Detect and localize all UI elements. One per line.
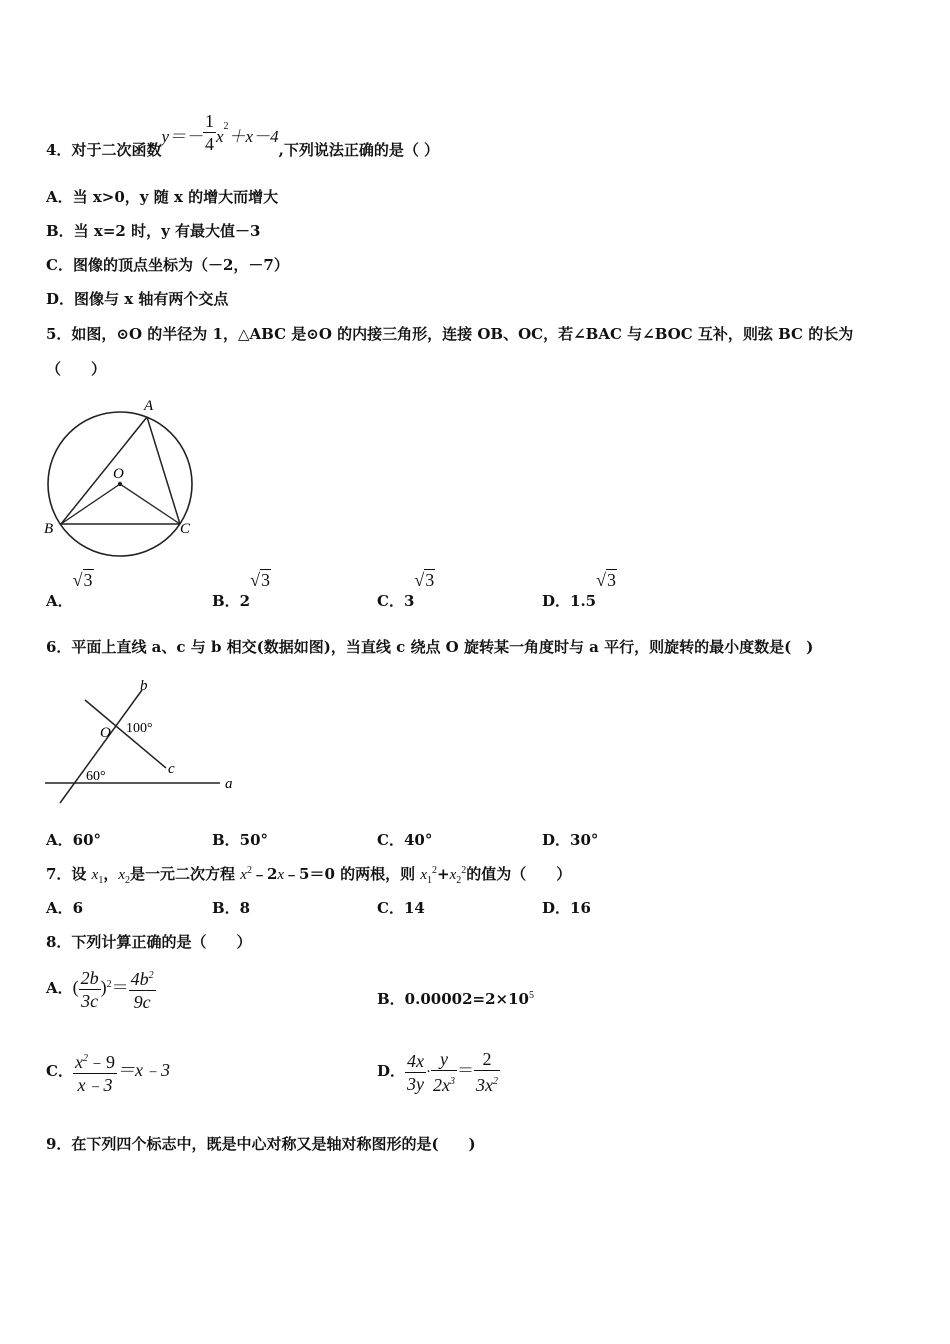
q8-c-den: x﹣3	[77, 1075, 113, 1095]
q8-option-d-label: D．	[377, 1062, 406, 1080]
q6-angle-60: 60°	[86, 769, 106, 784]
q4-option-a: A．当 x>0，y 随 x 的增大而增大	[46, 188, 279, 206]
q8-d-d1: 3y	[407, 1073, 425, 1094]
q8-d-d3-sup: 2	[493, 1076, 499, 1087]
q5-option-b	[212, 570, 271, 610]
q4-option-d: D．图像与 x 轴有两个交点	[46, 290, 229, 308]
q5-circle-figure	[40, 392, 210, 567]
q6-option-a: A．60°	[46, 831, 102, 849]
q5-option-a-radicand: 3	[83, 570, 93, 590]
q8-a-frac	[79, 967, 101, 1012]
q4-prefix: 对于二次函数	[71, 140, 162, 159]
q5-stem-line1: 5．如图，⊙O 的半径为 1，△ABC 是⊙O 的内接三角形，连接 OB、OC，若∠BAC 与∠BOC 互补，则弦 BC 的长为	[46, 325, 854, 343]
q8-option-b-label: B．0.00002=2×10	[377, 990, 529, 1008]
q8-c-rhs: ＝x﹣3	[116, 1060, 170, 1080]
q8-d-frac1	[405, 1050, 426, 1095]
q8-a-sup: 2	[106, 979, 112, 990]
q5-option-a-label: A．	[46, 592, 73, 610]
q8-a-num: 2b	[80, 967, 99, 988]
q7-eq-tail: ﹣5＝0 的两根，则	[284, 865, 421, 883]
q8-option-b	[377, 988, 534, 1009]
q8-c-num-x: x	[74, 1052, 83, 1072]
q7-eq-rest: ﹣2	[251, 865, 278, 883]
q8-d-d2	[431, 1071, 457, 1096]
q8-a-rnum-text: 4b	[130, 969, 149, 989]
q5-segment-oc	[120, 484, 180, 524]
q8-d-frac3	[474, 1048, 500, 1096]
q7-eq-x2: x	[277, 867, 285, 883]
q8-c-num-rest: ﹣9	[87, 1052, 115, 1072]
q7-mid: 是一元二次方程	[130, 865, 241, 883]
q5-option-d-label: D．1.5	[542, 592, 597, 610]
q8-option-a	[46, 965, 156, 1013]
q8-option-d	[377, 1048, 500, 1096]
q4-option-b: B．当 x=2 时，y 有最大值－3	[46, 222, 261, 240]
q8-d-d2-text: 2x	[433, 1075, 451, 1095]
q4-frac-den: 4	[205, 134, 214, 154]
q4-number: 4．	[46, 140, 72, 159]
q8-a-lparen: (	[72, 977, 79, 997]
q8-option-c	[46, 1048, 170, 1096]
q7-x1-sub: 1	[98, 875, 104, 886]
q8-b-sup: 5	[528, 990, 534, 1001]
q8-c-num-sup: 2	[82, 1053, 88, 1064]
q7-stem	[46, 863, 571, 886]
q8-d-d3	[474, 1071, 500, 1096]
q7-option-a: A．6	[46, 899, 84, 917]
q6-stem: 6．平面上直线 a、c 与 b 相交(数据如图)，当直线 c 绕点 O 旋转某一角度时与 a 平行，则旋转的最小度数是( )	[46, 638, 814, 656]
q5-option-d	[542, 570, 617, 610]
q8-option-c-label: C．	[46, 1062, 73, 1080]
q8-c-num	[73, 1048, 117, 1074]
q7-end: 的值为（ ）	[466, 865, 572, 883]
q5-option-a	[46, 570, 94, 610]
q5-option-c-sqrt: √3	[414, 570, 435, 590]
q7-option-b: B．8	[212, 899, 251, 917]
q7-sum-x2-sub: 2	[456, 875, 462, 886]
q7-eq-x: x	[240, 867, 247, 883]
q5-side-ac	[147, 417, 180, 524]
q8-a-rnum-sup: 2	[148, 970, 154, 981]
q5-option-d-radicand: 3	[607, 570, 616, 590]
q4-fn-tail: ＋x－4	[228, 126, 279, 146]
q6-label-o: O	[100, 725, 111, 741]
q4-suffix: ,下列说法正确的是（ ）	[278, 140, 440, 159]
q8-c-frac	[73, 1048, 117, 1096]
q5-label-o: O	[113, 466, 124, 482]
q4-frac-num: 1	[205, 111, 214, 131]
q8-a-rparen: )	[100, 977, 107, 997]
q5-option-c-radicand: 3	[425, 570, 435, 590]
q5-option-c-label: C．3	[377, 592, 415, 610]
q8-a-den: 3c	[81, 990, 99, 1011]
q5-center-dot	[118, 482, 122, 486]
q6-option-d: D．30°	[542, 831, 599, 849]
q7-option-d: D．16	[542, 899, 591, 917]
q4-fn-x: x	[216, 126, 224, 146]
q5-label-a: A	[144, 398, 154, 414]
q7-sep: ，	[103, 865, 119, 883]
q7-sum-x2: x	[449, 867, 457, 883]
q5-option-b-label: B．2	[212, 592, 251, 610]
q8-d-n2: y	[431, 1048, 457, 1071]
q6-label-b: b	[140, 678, 148, 694]
q5-option-d-sqrt: √3	[596, 570, 616, 590]
q5-label-b: B	[44, 521, 54, 537]
q8-d-frac2	[431, 1048, 457, 1096]
q4-stem	[46, 110, 439, 160]
q5-side-ab	[61, 417, 147, 524]
q7-eq-sup: 2	[246, 865, 252, 876]
q7-plus: +	[437, 865, 450, 883]
q5-stem-line2: （ ）	[46, 360, 107, 378]
q8-a-rfrac	[129, 965, 156, 1013]
q6-option-b: B．50°	[212, 831, 269, 849]
q4-option-c: C．图像的顶点坐标为（－2，－7）	[46, 256, 289, 274]
q8-stem: 8．下列计算正确的是（ ）	[46, 933, 252, 951]
q5-label-c: C	[180, 521, 191, 537]
q6-option-c: C．40°	[377, 831, 433, 849]
q7-x2: x	[118, 867, 126, 883]
q5-option-c	[377, 570, 435, 610]
q6-label-c: c	[168, 761, 175, 777]
q8-a-rnum	[129, 965, 156, 991]
q6-angle-100: 100°	[126, 721, 153, 736]
q5-option-b-sqrt: √3	[250, 570, 271, 590]
q7-sum-x1-sub: 1	[427, 875, 433, 886]
q8-d-eq: ＝	[457, 1061, 475, 1080]
q6-line-b	[60, 690, 142, 803]
q6-lines-figure	[40, 672, 250, 812]
q7-option-c: C．14	[377, 899, 425, 917]
q8-d-d2-sup: 3	[450, 1076, 456, 1087]
q4-fraction	[203, 110, 216, 155]
q7-x1: x	[91, 867, 99, 883]
q8-a-rden: 9c	[133, 992, 151, 1012]
q7-sum-x1-sup: 2	[432, 865, 438, 876]
q7-sum-x1: x	[420, 867, 428, 883]
q8-d-d3-text: 3x	[476, 1075, 494, 1095]
q7-number: 7．设	[46, 865, 92, 883]
q5-option-b-radicand: 3	[261, 570, 271, 590]
q5-segment-ob	[61, 484, 120, 524]
q8-a-eq: ＝	[111, 978, 129, 997]
q8-d-n1: 4x	[407, 1050, 425, 1071]
q7-sum-x2-sup: 2	[461, 865, 467, 876]
q8-d-n3: 2	[474, 1048, 500, 1071]
q6-label-a: a	[225, 776, 233, 792]
q9-stem: 9．在下列四个标志中，既是中心对称又是轴对称图形的是( )	[46, 1135, 476, 1153]
q5-option-a-sqrt: √3	[72, 570, 93, 590]
q8-d-dot: ·	[426, 1064, 432, 1080]
q4-fn-sup: 2	[223, 120, 229, 132]
q4-fn-lhs: y＝－	[161, 126, 203, 146]
q8-option-a-label: A．	[46, 979, 73, 997]
q7-x2-sub: 2	[125, 875, 131, 886]
